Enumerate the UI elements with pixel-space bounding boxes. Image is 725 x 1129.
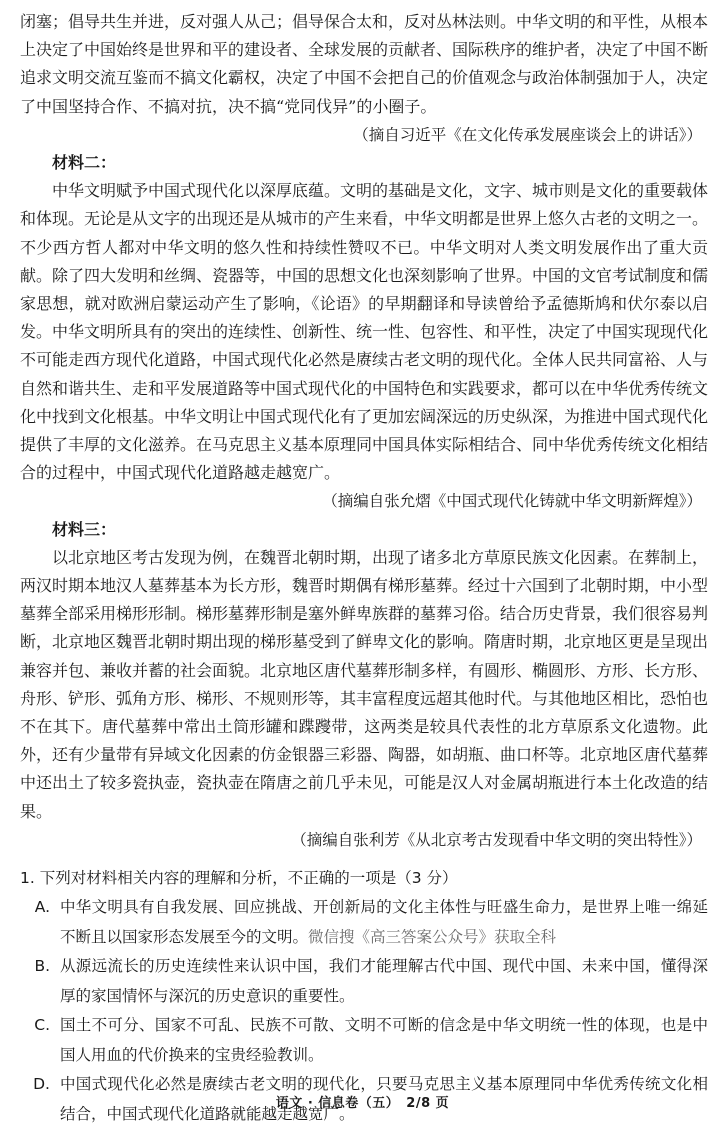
option-text <box>60 893 708 952</box>
option-a[interactable] <box>20 893 708 952</box>
option-letter: D. <box>33 1075 50 1094</box>
material-three-heading: 材料三： <box>52 519 117 539</box>
option-b[interactable] <box>20 952 708 1011</box>
option-letter: A. <box>34 898 50 917</box>
material-two-source: （摘编自张允熠《中国式现代化铸就中华文明新辉煌》） <box>322 492 702 511</box>
material-three-body: 以北京地区考古发现为例，在魏晋北朝时期，出现了诸多北方草原民族文化因素。在葬制上，两汉时期本地汉人墓葬基本为长方形，魏晋时期偶有梯形墓葬。经过十六国到了北朝时期，中小型墓葬全部采用梯形形制。梯形墓葬形制是塞外鲜卑族群的墓葬习俗。结合历史背景，我们很容易判断，北京地区魏晋北朝时期出现的梯形墓受到了鲜卑文化的影响。隋唐时期，北京地区更是呈现出兼容并包、兼收并蓄的社会面貌。北京地区唐代墓葬形制多样，有圆形、椭圆形、方形、长方形、舟形、铲形、弧角方形、梯形、不规则形等，其丰富程度远超其他时代。与其他地区相比，恐怕也不在其下。唐代墓葬中常出土筒形罐和蹀躞带，这两类是较具代表性的北方草原系文化遗物。此外，还有少量带有异域文化因素的仿金银器三彩器、陶器，如胡瓶、曲口杯等。北京地区唐代墓葬中还出土了较多瓷执壶，瓷执壶在隋唐之前几乎未见，可能是汉人对金属胡瓶进行本土化改造的结果。 <box>20 547 709 821</box>
option-c-text: 国土不可分、国家不可乱、民族不可散、文明不可断的信念是中华文明统一性的体现，也是中国人用血的代价换来的宝贵经验教训。 <box>60 1016 708 1064</box>
watermark-text: 微信搜《高三答案公众号》获取全科 <box>308 927 557 946</box>
question-stem: 1. 下列对材料相关内容的理解和分析，不正确的一项是（3 分） <box>20 869 458 888</box>
option-c[interactable] <box>20 1011 708 1070</box>
question-one <box>20 864 708 1129</box>
option-d-text: 中国式现代化必然是赓续古老文明的现代化，只要马克思主义基本原理同中华优秀传统文化相结合，中国式现代化道路就能越走越宽广。 <box>60 1075 708 1123</box>
exam-page <box>20 8 708 1129</box>
material-two-body: 中华文明赋予中国式现代化以深厚底蕴。文明的基础是文化，文字、城市则是文化的重要载体和体现。无论是从文字的出现还是从城市的产生来看，中华文明都是世界上悠久古老的文明之一。不少西方哲人都对中华文明的悠久性和持续性赞叹不已。中华文明对人类文明发展作出了重大贡献。除了四大发明和丝绸、瓷器等，中国的思想文化也深刻影响了世界。中国的文官考试制度和儒家思想，就对欧洲启蒙运动产生了影响，《论语》的早期翻译和导读曾给予孟德斯鸠和伏尔泰以启发。中华文明所具有的突出的连续性、创新性、统一性、包容性、和平性，决定了中国实现现代化不可能走西方现代化道路，中国式现代化必然是赓续古老文明的现代化。全体人民共同富裕、人与自然和谐共生、走和平发展道路等中国式现代化的中国特色和实践要求，都可以在中华优秀传统文化中找到文化根基。中华文明让中国式现代化有了更加宏阔深远的历史纵深，为推进中国式现代化提供了丰厚的文化滋养。在马克思主义基本原理同中国具体实际相结合、同中华优秀传统文化相结合的过程中，中国式现代化道路越走越宽广。 <box>20 181 709 483</box>
page-footer: 语文 · 信息卷（五） 2/8 页 <box>275 1096 450 1111</box>
material-one-source: （摘自习近平《在文化传承发展座谈会上的讲话》） <box>353 125 702 144</box>
option-letter: C. <box>34 1016 50 1035</box>
option-b-text: 从源远流长的历史连续性来认识中国，我们才能理解古代中国、现代中国、未来中国，懂得深厚的家国情怀与深沉的历史意识的重要性。 <box>60 957 708 1005</box>
material-two-heading: 材料二： <box>52 153 117 173</box>
material-one-continuation: 闭塞；倡导共生并进，反对强人从己；倡导保合太和，反对丛林法则。中华文明的和平性，从根本上决定了中国始终是世界和平的建设者、全球发展的贡献者、国际秩序的维护者，决定了中国不断追求文明交流互鉴而不搞文化霸权，决定了中国不会把自己的价值观念与政治体制强加于人，决定了中国坚持合作、不搞对抗，决不搞“党同伐异”的小圈子。 <box>20 12 709 116</box>
option-letter: B. <box>34 957 50 976</box>
material-three-source: （摘编自张利芳《从北京考古发现看中华文明的突出特性》） <box>291 830 702 849</box>
option-a-text: 中华文明具有自我发展、回应挑战、开创新局的文化主体性与旺盛生命力，是世界上唯一绵延不断且以国家形态发展至今的文明。 <box>60 898 708 946</box>
